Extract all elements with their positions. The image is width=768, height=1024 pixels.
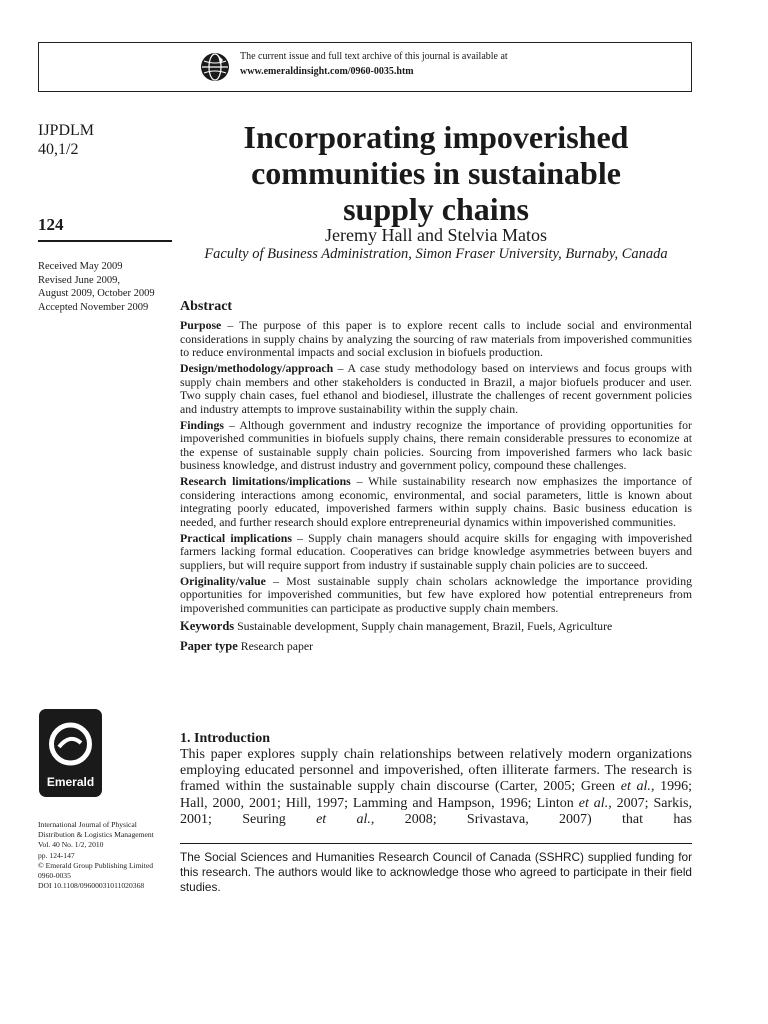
abstract-originality xyxy=(180,575,692,616)
abstract-body xyxy=(180,319,692,653)
intro-text: , 1996; Hall, 2000, 2001; Hill, 1997; Lamming and Hampson, 1996; Linton xyxy=(180,779,693,811)
journal-abbr-text: IJPDLM xyxy=(38,122,95,139)
affiliation: Faculty of Business Administration, Simon Fraser University, Burnaby, Canada xyxy=(204,246,668,262)
section-heading-introduction: 1. Introduction xyxy=(180,731,270,746)
history-line: Revised June 2009, xyxy=(38,274,120,286)
pubinfo-line: Vol. 40 No. 1/2, 2010 xyxy=(38,840,104,850)
intro-etal: et al. xyxy=(578,795,609,811)
intro-etal: et al. xyxy=(316,811,371,827)
pubinfo-line: pp. 124-147 xyxy=(38,850,75,860)
footnote-rule xyxy=(180,843,692,844)
pubinfo-line: International Journal of Physical xyxy=(38,820,137,829)
intro-text: , 2008; Srivastava, 2007) that has xyxy=(370,811,692,827)
intro-text: , 2007; Sarkis, 2001; Seuring xyxy=(180,795,693,827)
paper-type-label: Paper type xyxy=(180,638,238,653)
title-line: supply chains xyxy=(343,191,529,227)
abstract-limitations xyxy=(180,475,692,529)
doi: DOI 10.1108/09600031011020368 xyxy=(38,881,145,891)
volume-issue: 40,1/2 xyxy=(38,141,79,158)
page-number: 124 xyxy=(38,215,64,234)
section-text: – A case study methodology based on interviews and focus groups with supply chain members and other stakeholders is conducted in Brazil, a major biofuels producer and user. Two supply chain cases, fuel ethanol and biodiesel, illustrate the challenges of recent government policies and industry attempts to improve sustainability within the supply chain. xyxy=(180,361,692,416)
section-text: – Supply chain managers should acquire skills for engaging with impoverished farmers lacking formal education. Cooperatives can bridge knowledge asymmetries between buyers and suppliers, but will require support from industry if sustainable supply chain policies are to succeed. xyxy=(180,530,692,572)
intro-etal: et al. xyxy=(620,779,651,795)
pubinfo-line: © Emerald Group Publishing Limited xyxy=(38,860,154,870)
page-number-rule xyxy=(38,240,172,242)
section-text: – While sustainability research now emphasizes the importance of considering interactions among economic, environmental, and social parameters, little is known about integrating poorly educated, impoverished farmers within supply chains. Basic business education is needed, and further research should explore entrepreneurial dynamics within impoverished communities. xyxy=(180,474,693,529)
pubinfo-line: 0960-0035 xyxy=(38,871,71,881)
funding-footnote: The Social Sciences and Humanities Research Council of Canada (SSHRC) supplied funding for this research. The authors would like to acknowledge those who agreed to participate in their field studies. xyxy=(180,850,692,894)
keywords-label: Keywords xyxy=(180,619,235,633)
section-label: Purpose xyxy=(180,318,222,332)
section-label: Findings xyxy=(180,417,224,432)
history-line: Accepted November 2009 xyxy=(38,301,149,313)
paper-type xyxy=(180,640,692,654)
section-label: Originality/value xyxy=(180,573,266,588)
logo-wordmark: Emerald xyxy=(46,775,95,789)
intro-text: This paper explores supply chain relationships between relatively modern organizations employing educated personnel and impoverished, often illiterate farmers. The research is framed within the sustainable supply chain discourse (Carter, 2005; Green xyxy=(180,747,692,795)
banner-availability-text: The current issue and full text archive of this journal is available at xyxy=(240,51,508,62)
history-line: August 2009, October 2009 xyxy=(38,288,155,299)
section-text: – The purpose of this paper is to explore recent calls to include social and environmental considerations in supply chains by analyzing the sourcing of raw materials from impoverished communities to reduce environmental impacts and social exclusion in biofuels production. xyxy=(180,318,692,359)
section-label: Design/methodology/approach xyxy=(180,361,334,375)
keywords-text: Sustainable development, Supply chain management, Brazil, Fuels, Agriculture xyxy=(234,619,613,633)
abstract-design xyxy=(180,362,692,416)
globe-icon xyxy=(200,52,230,82)
publication-info xyxy=(38,820,154,891)
abstract-findings xyxy=(180,419,692,473)
title-line: Incorporating impoverished xyxy=(243,119,629,155)
paper-type-text: Research paper xyxy=(237,638,314,653)
pubinfo-line: Distribution & Logistics Management xyxy=(38,830,154,840)
section-label: Practical implications xyxy=(180,530,292,545)
abstract-purpose xyxy=(180,319,692,360)
abstract-practical xyxy=(180,532,692,573)
title-line: communities in sustainable xyxy=(251,155,621,191)
emerald-logo xyxy=(39,709,102,797)
journal-abbreviation xyxy=(38,121,94,159)
section-label: Research limitations/implications xyxy=(180,474,351,488)
abstract-heading: Abstract xyxy=(180,299,233,314)
section-text: – Most sustainable supply chain scholars acknowledge the importance providing opportunities for impoverished communities, but few have explored how potential entrepreneurs from impoverished communities can participate as productive supply chain members. xyxy=(180,573,692,615)
banner-url-link[interactable]: www.emeraldinsight.com/0960-0035.htm xyxy=(240,66,414,77)
submission-history xyxy=(38,260,155,314)
history-line: Received May 2009 xyxy=(38,261,123,272)
authors: Jeremy Hall and Stelvia Matos xyxy=(325,225,547,245)
section-text: – Although government and industry recognize the importance of providing opportunities for impoverished communities in biofuels supply chains, there remain considerable pressures to economize at the expense of sustainable supply chain policies. Sourcing from impoverished farmers who lack basic business knowledge, and distrust industry and government policy, compound these challenges. xyxy=(180,417,692,472)
introduction-text xyxy=(180,747,692,828)
keywords xyxy=(180,620,692,634)
paper-title xyxy=(180,119,692,227)
